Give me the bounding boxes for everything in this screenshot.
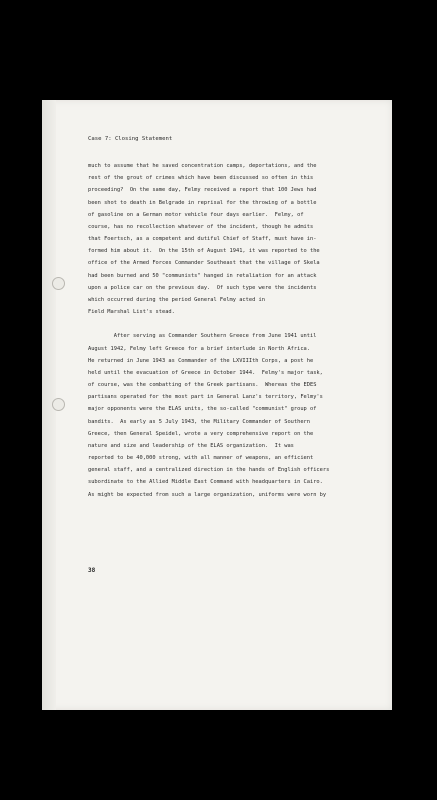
- text-line: that Foertsch, as a competent and dutiful Chief of Staff, must have in-: [88, 236, 317, 243]
- text-line: general staff, and a centralized direction in the hands of English officers: [88, 467, 330, 474]
- text-line: Greece, then General Speidel, wrote a very comprehensive report on the: [88, 430, 314, 437]
- page-number: 38: [88, 567, 96, 574]
- text-line: rest of the grout of crimes which have been discussed so often in this: [88, 175, 314, 182]
- text-line: Field Marshal List's stead.: [88, 309, 175, 316]
- text-line: proceeding? On the same day, Felmy received a report that 100 Jews had: [88, 187, 317, 194]
- document-body: [88, 160, 384, 501]
- text-line: bandits. As early as 5 July 1943, the Military Commander of Southern: [88, 418, 310, 425]
- text-line: held until the evacuation of Greece in October 1944. Felmy's major task,: [88, 369, 323, 376]
- text-line: upon a police car on the previous day. Of such type were the incidents: [88, 284, 317, 291]
- document-heading: Case 7: Closing Statement: [88, 136, 173, 142]
- text-line: of course, was the combatting of the Greek partisans. Whereas the EDES: [88, 382, 317, 389]
- text-line: After serving as Commander Southern Greece from June 1941 until: [88, 333, 317, 340]
- text-line: partisans operated for the most part in General Lanz's territory, Felmy's: [88, 394, 323, 401]
- text-line: which occurred during the period General Felmy acted in: [88, 296, 265, 303]
- text-line: August 1942, Felmy left Greece for a brief interlude in North Africa.: [88, 345, 310, 352]
- text-line: He returned in June 1943 as Commander of the LXVIIIth Corps, a post he: [88, 357, 314, 364]
- punch-hole-icon: [52, 277, 65, 290]
- text-line: As might be expected from such a large organization, uniforms were worn by: [88, 491, 327, 498]
- text-line: office of the Armed Forces Commander Southeast that the village of Skela: [88, 260, 320, 267]
- text-line: formed him about it. On the 15th of August 1941, it was reported to the: [88, 248, 320, 255]
- text-line: been shot to death in Belgrade in reprisal for the throwing of a bottle: [88, 199, 317, 206]
- text-line: reported to be 40,000 strong, with all manner of weapons, an efficient: [88, 455, 314, 462]
- text-line: much to assume that he saved concentration camps, deportations, and the: [88, 163, 317, 169]
- text-line: nature and size and leadership of the ELAS organization. It was: [88, 442, 294, 449]
- text-line: major opponents were the ELAS units, the so-called "communist" group of: [88, 406, 317, 413]
- text-line: had been burned and 50 "communists" hanged in retaliation for an attack: [88, 272, 317, 279]
- text-line: [88, 318, 384, 330]
- punch-hole-icon: [52, 398, 65, 411]
- text-line: course, has no recollection whatever of the incident, though he admits: [88, 223, 314, 230]
- text-line: subordinate to the Allied Middle East Command with headquarters in Cairo.: [88, 479, 323, 486]
- text-line: of gasoline on a German motor vehicle four days earlier. Felmy, of: [88, 211, 304, 218]
